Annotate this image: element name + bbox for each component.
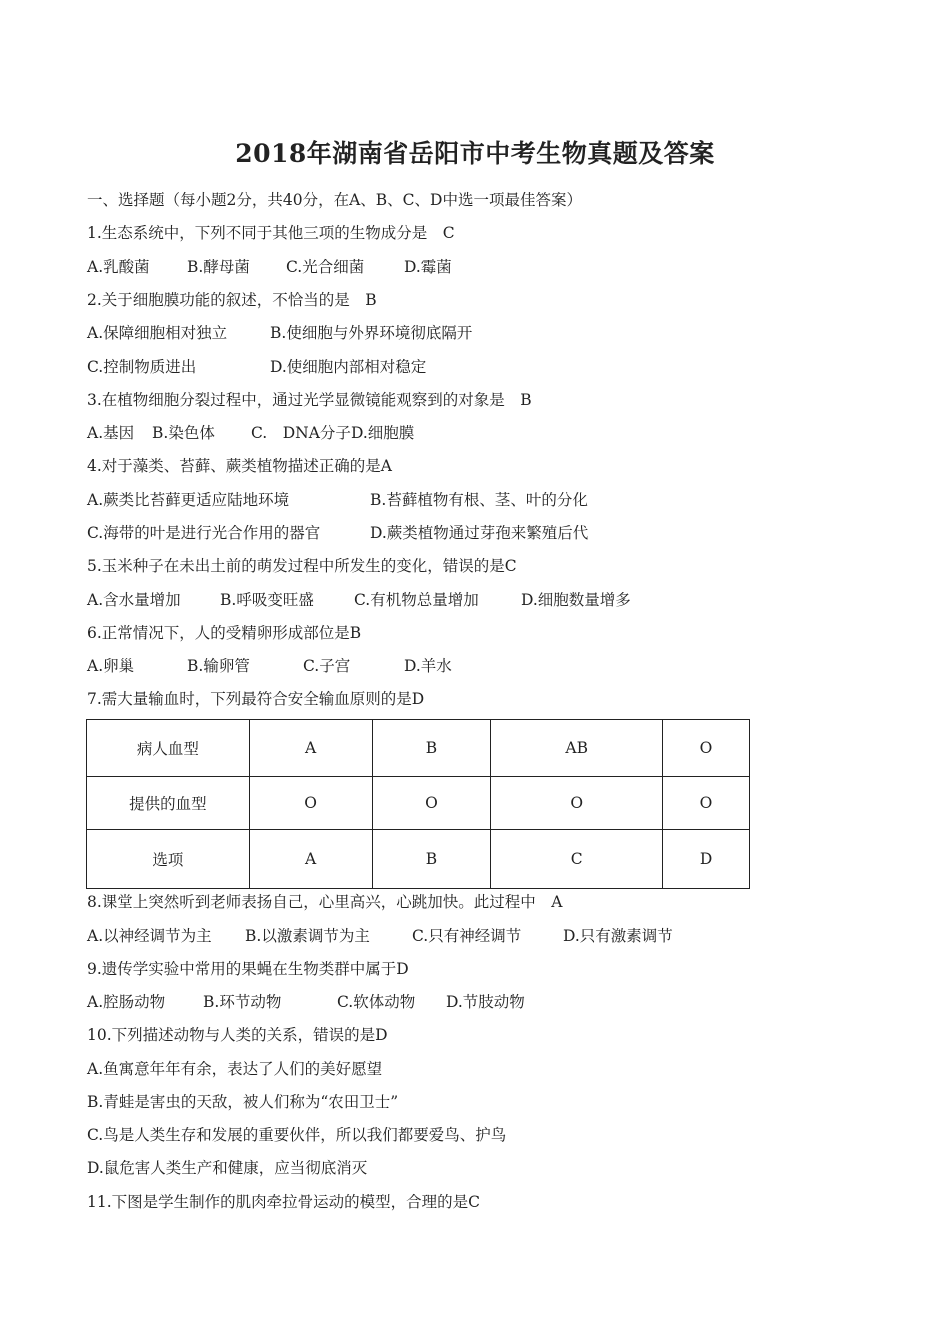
- question-5-stem: 5.玉米种子在未出土前的萌发过程中所发生的变化，错误的是C: [87, 557, 517, 575]
- option-b: B.使细胞与外界环境彻底隔开: [270, 324, 473, 342]
- option-b: B.苔藓植物有根、茎、叶的分化: [370, 491, 588, 509]
- option-d: D.羊水: [404, 657, 452, 675]
- option-d: D.蕨类植物通过芽孢来繁殖后代: [370, 524, 589, 542]
- option-d: D.只有激素调节: [563, 927, 673, 945]
- question-10-stem: 10.下列描述动物与人类的关系，错误的是D: [87, 1026, 388, 1044]
- option-a: A.腔肠动物: [87, 993, 166, 1011]
- table-cell: 提供的血型: [87, 777, 250, 830]
- table-cell: 病人血型: [87, 720, 250, 777]
- option-b: B.环节动物: [203, 993, 282, 1011]
- question-2-stem: 2.关于细胞膜功能的叙述，不恰当的是 B: [87, 291, 377, 309]
- table-row: [87, 720, 750, 777]
- option-b: B.酵母菌: [187, 258, 250, 276]
- table-cell: O: [663, 777, 750, 830]
- option-c: C.控制物质进出: [87, 358, 197, 376]
- table-cell: C: [491, 830, 663, 889]
- option-c: C.海带的叶是进行光合作用的器官: [87, 524, 321, 542]
- table-cell: O: [372, 777, 491, 830]
- question-7-stem: 7.需大量输血时，下列最符合安全输血原则的是D: [87, 690, 425, 708]
- option-c: C. DNA分子: [251, 424, 351, 442]
- option-d: D.使细胞内部相对稳定: [270, 358, 427, 376]
- table-cell: D: [663, 830, 750, 889]
- option-d: D.鼠危害人类生产和健康，应当彻底消灭: [87, 1159, 368, 1177]
- question-6-stem: 6.正常情况下，人的受精卵形成部位是B: [87, 624, 362, 642]
- table-cell: O: [491, 777, 663, 830]
- page-title: 2018年湖南省岳阳市中考生物真题及答案: [235, 139, 715, 168]
- option-d: D.细胞膜: [351, 424, 415, 442]
- option-c: C.只有神经调节: [412, 927, 522, 945]
- table-cell: A: [249, 720, 372, 777]
- option-c: C.鸟是人类生存和发展的重要伙伴，所以我们都要爱鸟、护鸟: [87, 1126, 507, 1144]
- option-d: D.霉菌: [404, 258, 452, 276]
- option-c: C.软体动物: [337, 993, 416, 1011]
- table-cell: O: [663, 720, 750, 777]
- question-11-stem: 11.下图是学生制作的肌肉牵拉骨运动的模型，合理的是C: [87, 1193, 481, 1211]
- option-b: B.以激素调节为主: [245, 927, 370, 945]
- question-9-stem: 9.遗传学实验中常用的果蝇在生物类群中属于D: [87, 960, 409, 978]
- table-cell: A: [249, 830, 372, 889]
- question-1-stem: 1.生态系统中，下列不同于其他三项的生物成分是 C: [87, 224, 455, 242]
- option-b: B.染色体: [152, 424, 215, 442]
- question-4-stem: 4.对于藻类、苔藓、蕨类植物描述正确的是A: [87, 457, 392, 475]
- option-c: C.光合细菌: [286, 258, 365, 276]
- table-cell: AB: [491, 720, 663, 777]
- option-c: C.有机物总量增加: [354, 591, 479, 609]
- question-3-stem: 3.在植物细胞分裂过程中，通过光学显微镜能观察到的对象是 B: [87, 391, 532, 409]
- blood-type-table: [86, 719, 750, 889]
- option-b: B.青蛙是害虫的天敌，被人们称为“农田卫士”: [87, 1093, 399, 1111]
- option-a: A.基因: [87, 424, 135, 442]
- option-a: A.鱼寓意年年有余，表达了人们的美好愿望: [87, 1060, 383, 1078]
- option-d: D.细胞数量增多: [521, 591, 631, 609]
- option-a: A.卵巢: [87, 657, 135, 675]
- option-b: B.输卵管: [187, 657, 250, 675]
- table-cell: 选项: [87, 830, 250, 889]
- question-8-stem: 8.课堂上突然听到老师表扬自己，心里高兴，心跳加快。此过程中 A: [87, 893, 563, 911]
- table-cell: B: [372, 830, 491, 889]
- table-row: [87, 830, 750, 889]
- section-heading: 一、选择题（每小题2分，共40分，在A、B、C、D中选一项最佳答案）: [87, 191, 582, 209]
- option-b: B.呼吸变旺盛: [220, 591, 314, 609]
- option-a: A.蕨类比苔藓更适应陆地环境: [87, 491, 290, 509]
- option-a: A.保障细胞相对独立: [87, 324, 228, 342]
- table-cell: B: [372, 720, 491, 777]
- option-a: A.以神经调节为主: [87, 927, 212, 945]
- option-d: D.节肢动物: [446, 993, 525, 1011]
- table-row: [87, 777, 750, 830]
- option-c: C.子宫: [303, 657, 351, 675]
- option-a: A.含水量增加: [87, 591, 181, 609]
- option-a: A.乳酸菌: [87, 258, 150, 276]
- table-cell: O: [249, 777, 372, 830]
